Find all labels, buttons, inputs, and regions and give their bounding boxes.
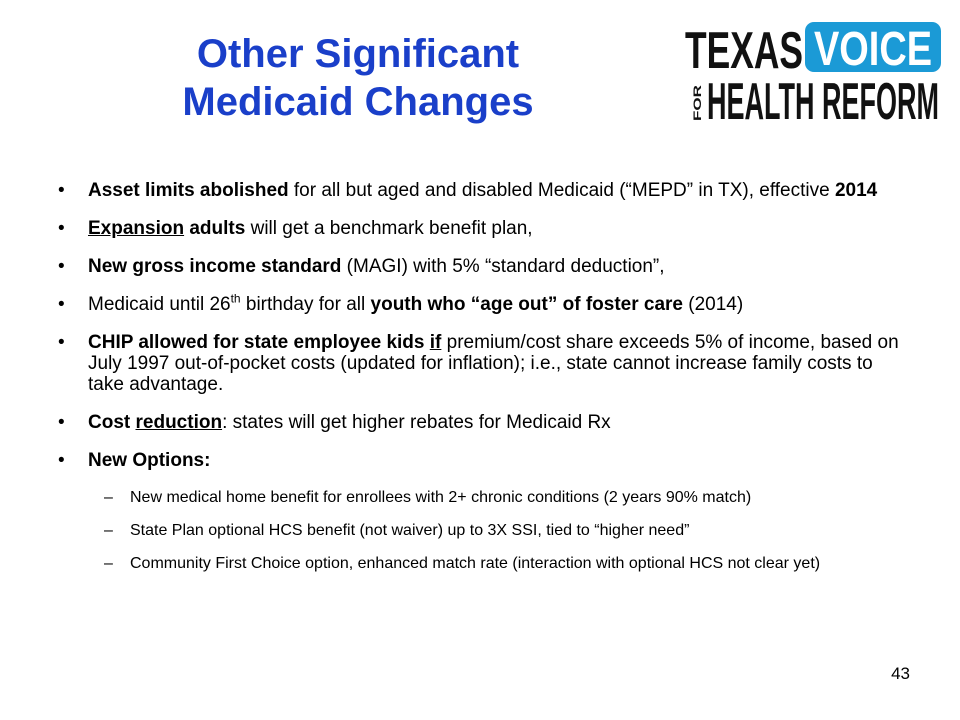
title-line-2: Medicaid Changes [182, 80, 534, 124]
bullet-text: birthday for all [240, 294, 371, 315]
sub-bullet-text: New medical home benefit for enrollees with 2+ chronic conditions (2 years 90% match) [130, 489, 752, 506]
sub-bullet-glyph: – [104, 489, 113, 506]
svg-text:VOICE: VOICE [814, 23, 932, 76]
sub-bullet-text: Community First Choice option, enhanced match rate (interaction with optional HCS not clear yet) [130, 555, 821, 572]
texas-voice-logo [683, 18, 943, 131]
bullet-cost-reduction [58, 412, 908, 433]
sub-bullet-text: State Plan optional HCS benefit (not waiver) up to 3X SSI, tied to “higher need” [130, 522, 690, 539]
bullet-text: : states will get higher rebates for Medicaid Rx [222, 412, 611, 433]
bullet-text-bold-underlined: reduction [135, 412, 223, 433]
title-line-1: Other Significant [196, 32, 520, 76]
bullet-list [58, 180, 908, 587]
bullet-text-bold: Asset limits abolished [88, 180, 289, 201]
svg-text:TEXAS: TEXAS [685, 22, 803, 80]
bullet-glyph: • [58, 332, 65, 353]
sub-bullet-hcs-benefit [58, 521, 908, 540]
bullet-text-bold: Cost [88, 412, 136, 433]
sub-bullet-glyph: – [104, 555, 113, 572]
bullet-expansion-adults [58, 218, 908, 239]
bullet-glyph: • [58, 256, 65, 277]
bullet-text-bold: CHIP allowed for state employee kids [88, 332, 430, 353]
bullet-text: premium/cost share exceeds 5% of income, based on July 1997 out-of-pocket costs (updated for inflation); i.e., state cannot increase family costs to take advantage. [88, 332, 899, 395]
bullet-chip [58, 332, 908, 395]
bullet-text: will get a benchmark benefit plan, [245, 218, 533, 239]
bullet-text-bold: youth who “age out” of foster care [370, 294, 683, 315]
bullet-text: for all but aged and disabled Medicaid (“MEPD” in TX), effective [288, 180, 835, 201]
bullet-text: (2014) [683, 294, 744, 315]
svg-text:FOR: FOR [692, 97, 704, 121]
bullet-text: (MAGI) with 5% “standard deduction”, [341, 256, 665, 277]
bullet-text-bold: 2014 [834, 180, 878, 201]
bullet-text-bold-underlined: Expansion [88, 218, 185, 239]
bullet-asset-limits [58, 180, 908, 201]
bullet-text-bold: New Options: [88, 450, 211, 471]
svg-text:HEALTH REFORM: HEALTH REFORM [707, 73, 939, 131]
bullet-text-bold: New gross income standard [88, 256, 342, 277]
superscript: th [230, 291, 241, 306]
sub-bullet-medical-home [58, 488, 908, 507]
sub-bullet-community-first-choice [58, 554, 908, 573]
bullet-text-bold-underlined: if [429, 332, 442, 353]
bullet-glyph: • [58, 412, 65, 433]
bullet-glyph: • [58, 180, 65, 201]
texas-voice-logo-graphic [683, 18, 943, 131]
bullet-glyph: • [58, 218, 65, 239]
bullet-text-bold: adults [184, 218, 246, 239]
bullet-glyph: • [58, 450, 65, 471]
bullet-new-options [58, 450, 908, 471]
slide-title [128, 30, 588, 126]
bullet-gross-income [58, 256, 908, 277]
page-number: 43 [891, 664, 910, 683]
bullet-text: Medicaid until 26 [88, 294, 231, 315]
bullet-glyph: • [58, 294, 65, 315]
sub-bullet-glyph: – [104, 522, 113, 539]
bullet-foster-care [58, 291, 908, 315]
